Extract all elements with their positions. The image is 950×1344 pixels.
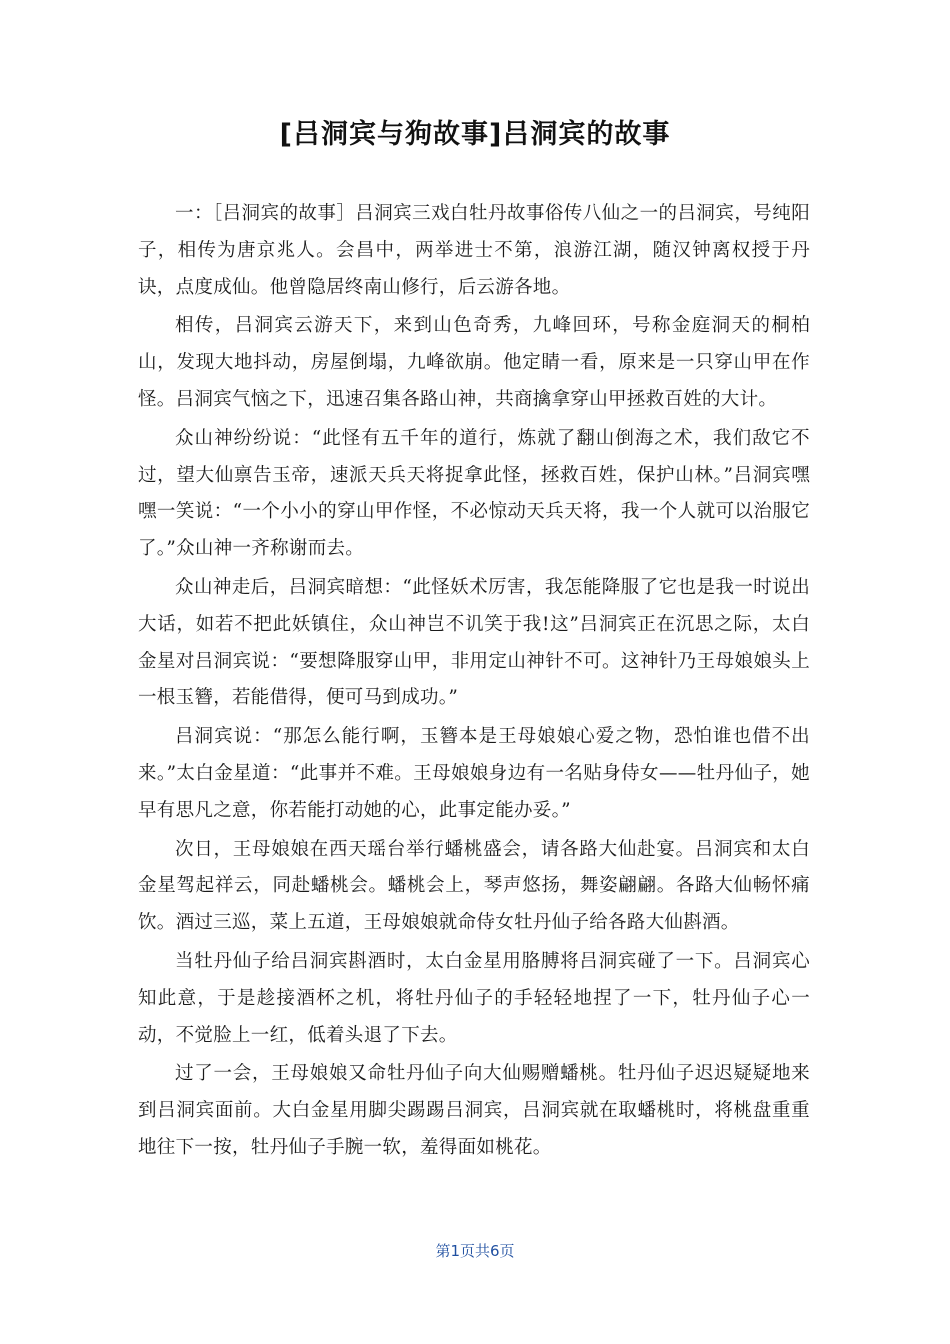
paragraph-8: 过了一会，王母娘娘又命牡丹仙子向大仙赐赠蟠桃。牡丹仙子迟迟疑疑地来到吕洞宾面前。大白金星用脚尖踢踢吕洞宾，吕洞宾就在取蟠桃时，将桃盘重重地往下一按，牡丹仙子手腕一软，羞得面如桃花。 <box>138 1063 810 1158</box>
paragraph-1: 一：［吕洞宾的故事］吕洞宾三戏白牡丹故事俗传八仙之一的吕洞宾，号纯阳子，相传为唐京兆人。会昌中，两举进士不第，浪游江湖，随汉钟离权授于丹诀，点度成仙。他曾隐居终南山修行，后云游各地。 <box>138 203 810 298</box>
page-number-footer: 第1页共6页 <box>435 1242 515 1260</box>
document-body <box>138 196 810 1169</box>
paragraph-6: 次日，王母娘娘在西天瑶台举行蟠桃盛会，请各路大仙赴宴。吕洞宾和太白金星驾起祥云，同赴蟠桃会。蟠桃会上，琴声悠扬，舞姿翩翩。各路大仙畅怀痛饮。酒过三巡，菜上五道，王母娘娘就命侍女牡丹仙子给各路大仙斟酒。 <box>138 838 810 934</box>
paragraph-5: 吕洞宾说：“那怎么能行啊，玉簪本是王母娘娘心爱之物，恐怕谁也借不出来。”太白金星道：“此事并不难。王母娘娘身边有一名贴身侍女——牡丹仙子，她早有思凡之意，你若能打动她的心，此事定能办妥。” <box>138 726 810 821</box>
paragraph-3: 众山神纷纷说：“此怪有五千年的道行，炼就了翻山倒海之术，我们敌它不过，望大仙禀告玉帝，速派天兵天将捉拿此怪，拯救百姓，保护山林。”吕洞宾嘿嘿一笑说：“一个小小的穿山甲作怪，不必惊动天兵天将，我一个人就可以治服它了。”众山神一齐称谢而去。 <box>138 427 810 560</box>
paragraph-7: 当牡丹仙子给吕洞宾斟酒时，太白金星用胳膊将吕洞宾碰了一下。吕洞宾心知此意，于是趁接酒杯之机，将牡丹仙子的手轻轻地捏了一下，牡丹仙子心一动，不觉脸上一红，低着头退了下去。 <box>138 950 810 1046</box>
document-title: [吕洞宾与狗故事]吕洞宾的故事 <box>279 119 671 150</box>
paragraph-2: 相传，吕洞宾云游天下，来到山色奇秀，九峰回环，号称金庭洞天的桐柏山，发现大地抖动，房屋倒塌，九峰欲崩。他定睛一看，原来是一只穿山甲在作怪。吕洞宾气恼之下，迅速召集各路山神，共商擒拿穿山甲拯救百姓的大计。 <box>138 315 810 410</box>
paragraph-4: 众山神走后，吕洞宾暗想：“此怪妖术厉害，我怎能降服了它也是我一时说出大话，如若不把此妖镇住，众山神岂不讥笑于我!这”吕洞宾正在沉思之际，太白金星对吕洞宾说：“要想降服穿山甲，非用定山神针不可。这神针乃王母娘娘头上一根玉簪，若能借得，便可马到成功。” <box>138 576 810 709</box>
